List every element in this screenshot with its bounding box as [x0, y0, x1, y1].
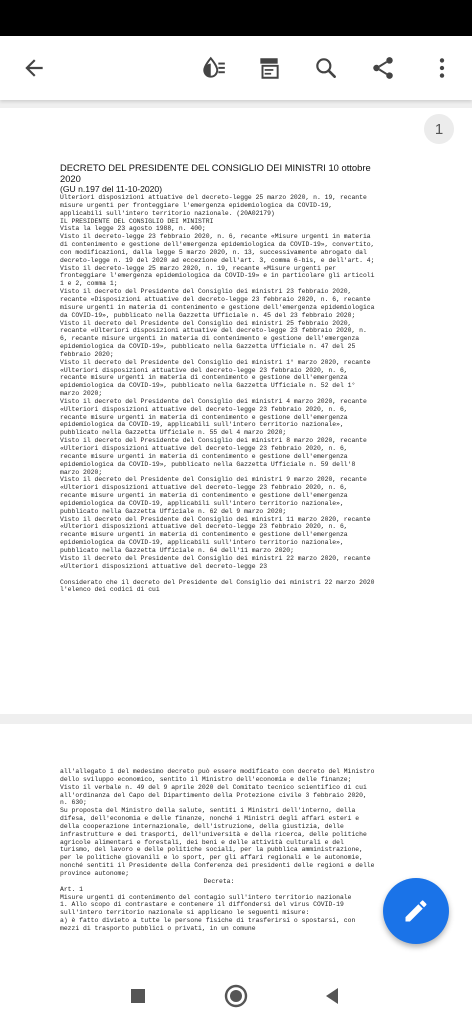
paragraph: IL PRESIDENTE DEL CONSIGLIO DEI MINISTRI — [60, 217, 214, 225]
recents-button[interactable] — [122, 980, 154, 1012]
gazette-reference: (GU n.197 del 11-10-2020) — [60, 184, 163, 194]
paragraph: Art. 1 — [60, 885, 84, 893]
paragraph: Visto il decreto del Presidente del Consiglio dei ministri 4 marzo 2020, recante «Ulteriori disposizioni attuative del decreto-legge 23 febbraio 2020, n. 6, recante misure urgenti in materia di contenimento e gestione dell'emergenza epidemiologica da COVID-19, applicabili sull'intero territorio nazionale», pubblicato nella Gazzetta Ufficiale n. 55 del 4 marzo 2020; — [60, 397, 371, 437]
more-options-button[interactable] — [422, 48, 462, 88]
paragraph: Visto il decreto del Presidente del Consiglio dei ministri 22 marzo 2020, recante «Ulteriori disposizioni attuative del decreto-legge 23 — [60, 554, 375, 570]
paragraph: Vista la legge 23 agosto 1988, n. 400; — [60, 225, 206, 233]
document-view-button[interactable] — [249, 48, 289, 88]
paragraph: Visto il verbale n. 49 del 9 aprile 2020 del Comitato tecnico scientifico di cui all'ordinanza del Capo del Dipartimento della Protezione civile 3 febbraio 2020, n. 630; — [60, 783, 371, 807]
reading-mode-icon — [201, 55, 227, 81]
reading-mode-button[interactable] — [194, 48, 234, 88]
search-button[interactable] — [306, 48, 346, 88]
paragraph: Visto il decreto del Presidente del Consiglio dei ministri 1° marzo 2020, recante «Ulteriori disposizioni attuative del decreto-legge 23 febbraio 2020, n. 6, recante misure urgenti in materia di contenimento e gestione dell'emergenza epidemiologica da COVID-19», pubblicato nella Gazzetta Ufficiale n. 52 del 1° marzo 2020; — [60, 358, 375, 398]
paragraph: Su proposta del Ministro della salute, sentiti i Ministri dell'interno, della difesa, dell'economia e delle finanze, nonché i Ministri degli affari esteri e della cooperazione internazionale, dell'istruzione, della giustizia, delle infrastrutture e dei trasporti, dell'università e della ricerca, delle politiche agricole alimentari e forestali, dei beni e delle attività culturali e del turismo, del lavoro e delle politiche sociali, per la pubblica amministrazione, per le politiche giovanili e lo sport, per gli affari regionali e le autonomie, nonché sentiti il Presidente della Conferenza dei presidenti delle regioni e delle province autonome; — [60, 807, 379, 877]
page-1-text — [60, 162, 378, 594]
document-viewer[interactable] — [0, 100, 472, 968]
share-icon — [370, 55, 396, 81]
edit-fab-button[interactable] — [383, 878, 449, 944]
pdf-page-1 — [0, 108, 472, 714]
arrow-left-icon — [21, 55, 47, 81]
paragraph: Visto il decreto del Presidente del Consiglio dei ministri 25 febbraio 2020, recante «Ulteriori disposizioni attuative del decreto-legge 23 febbraio 2020, n. 6, recante misure urgenti in materia di contenimento e gestione dell'emergenza epidemiologica da COVID-19», pubblicato nella Gazzetta Ufficiale n. 47 del 25 febbraio 2020; — [60, 319, 371, 358]
page-2-text — [60, 768, 378, 933]
paragraph: Visto il decreto-legge 23 febbraio 2020, n. 6, recante «Misure urgenti in materia di contenimento e gestione dell'emergenza epidemiologica da COVID-19», convertito, con modificazioni, dalla legge 5 marzo 2020, n. 13, successivamente abrogato dal decreto-legge n. 19 del 2020 ad eccezione dell'art. 3, comma 6-bis, e dell'art. 4; — [60, 233, 379, 264]
paragraph: Ulteriori disposizioni attuative del decreto-legge 25 marzo 2020, n. 19, recante misure urgenti per fronteggiare l'emergenza epidemiologica da COVID-19, applicabili sull'intero territorio nazionale. (20A02179) — [60, 194, 371, 217]
recents-square-icon — [130, 988, 146, 1004]
paragraph: Decreta: — [203, 877, 235, 885]
system-nav-bar — [0, 968, 472, 1024]
paragraph: Visto il decreto-legge 25 marzo 2020, n. 19, recante «Misure urgenti per fronteggiare l'emergenza epidemiologica da COVID-19» e in particolare gli articoli 1 e 2, comma 1; — [60, 264, 379, 288]
document-view-icon — [256, 55, 282, 81]
paragraph: Visto il decreto del Presidente del Consiglio dei ministri 9 marzo 2020, recante «Ulteriori disposizioni attuative del decreto-legge 23 febbraio 2020, n. 6, recante misure urgenti in materia di contenimento e gestione dell'emergenza epidemiologica da COVID-19, applicabili sull'intero territorio nazionale», pubblicato nella Gazzetta Ufficiale n. 62 del 9 marzo 2020; — [60, 476, 371, 515]
top-toolbar — [0, 36, 472, 100]
search-icon — [313, 55, 339, 81]
paragraph: Visto il decreto del Presidente del Consiglio dei ministri 11 marzo 2020, recante «Ulteriori disposizioni attuative del decreto-legge 23 febbraio 2020, n. 6, recante misure urgenti in materia di contenimento e gestione dell'emergenza epidemiologica da COVID-19, applicabili sull'intero territorio nazionale», pubblicato nella Gazzetta Ufficiale n. 64 dell'11 marzo 2020; — [60, 515, 375, 554]
home-button[interactable] — [220, 980, 252, 1012]
back-triangle-icon — [323, 987, 341, 1005]
home-circle-icon — [224, 984, 248, 1008]
paragraph: Considerato che il decreto del Presidente del Consiglio dei ministri 22 marzo 2020 l'elenco dei codici di cui — [60, 578, 379, 594]
pencil-icon — [402, 897, 430, 925]
status-bar — [0, 0, 472, 36]
paragraph: a) è fatto divieto a tutte le persone fisiche di trasferirsi o spostarsi, con mezzi di trasporto pubblici o privati, in un comune — [60, 917, 360, 932]
paragraph: all'allegato 1 del medesimo decreto può essere modificato con decreto del Ministro dello sviluppo economico, sentito il Ministro dell'economia e delle finanze; — [60, 768, 379, 783]
paragraph: Visto il decreto del Presidente del Consiglio dei ministri 8 marzo 2020, recante «Ulteriori disposizioni attuative del decreto-legge 23 febbraio 2020, n. 6, recante misure urgenti in materia di contenimento e gestione dell'emergenza epidemiologica da COVID-19», pubblicato nella Gazzetta Ufficiale n. 59 dell'8 marzo 2020; — [60, 437, 371, 476]
more-vertical-icon — [429, 55, 455, 81]
paragraph: Misure urgenti di contenimento del contagio sull'intero territorio nazionale — [60, 893, 352, 901]
paragraph: 1. Allo scopo di contrastare e contenere il diffondersi del virus COVID-19 sull'intero territorio nazionale si applicano le seguenti misure: — [60, 901, 348, 917]
paragraph: Visto il decreto del Presidente del Consiglio dei ministri 23 febbraio 2020, recante «Disposizioni attuative del decreto-legge 23 febbraio 2020, n. 6, recante misure urgenti in materia di contenimento e gestione dell'emergenza epidemiologica da COVID-19», pubblicato nella Gazzetta Ufficiale n. 45 del 23 febbraio 2020; — [60, 288, 379, 319]
back-nav-button[interactable] — [316, 980, 348, 1012]
share-button[interactable] — [363, 48, 403, 88]
page-indicator: 1 — [424, 114, 454, 144]
back-button[interactable] — [14, 48, 54, 88]
document-title: DECRETO DEL PRESIDENTE DEL CONSIGLIO DEI MINISTRI 10 ottobre 2020 — [60, 162, 374, 184]
